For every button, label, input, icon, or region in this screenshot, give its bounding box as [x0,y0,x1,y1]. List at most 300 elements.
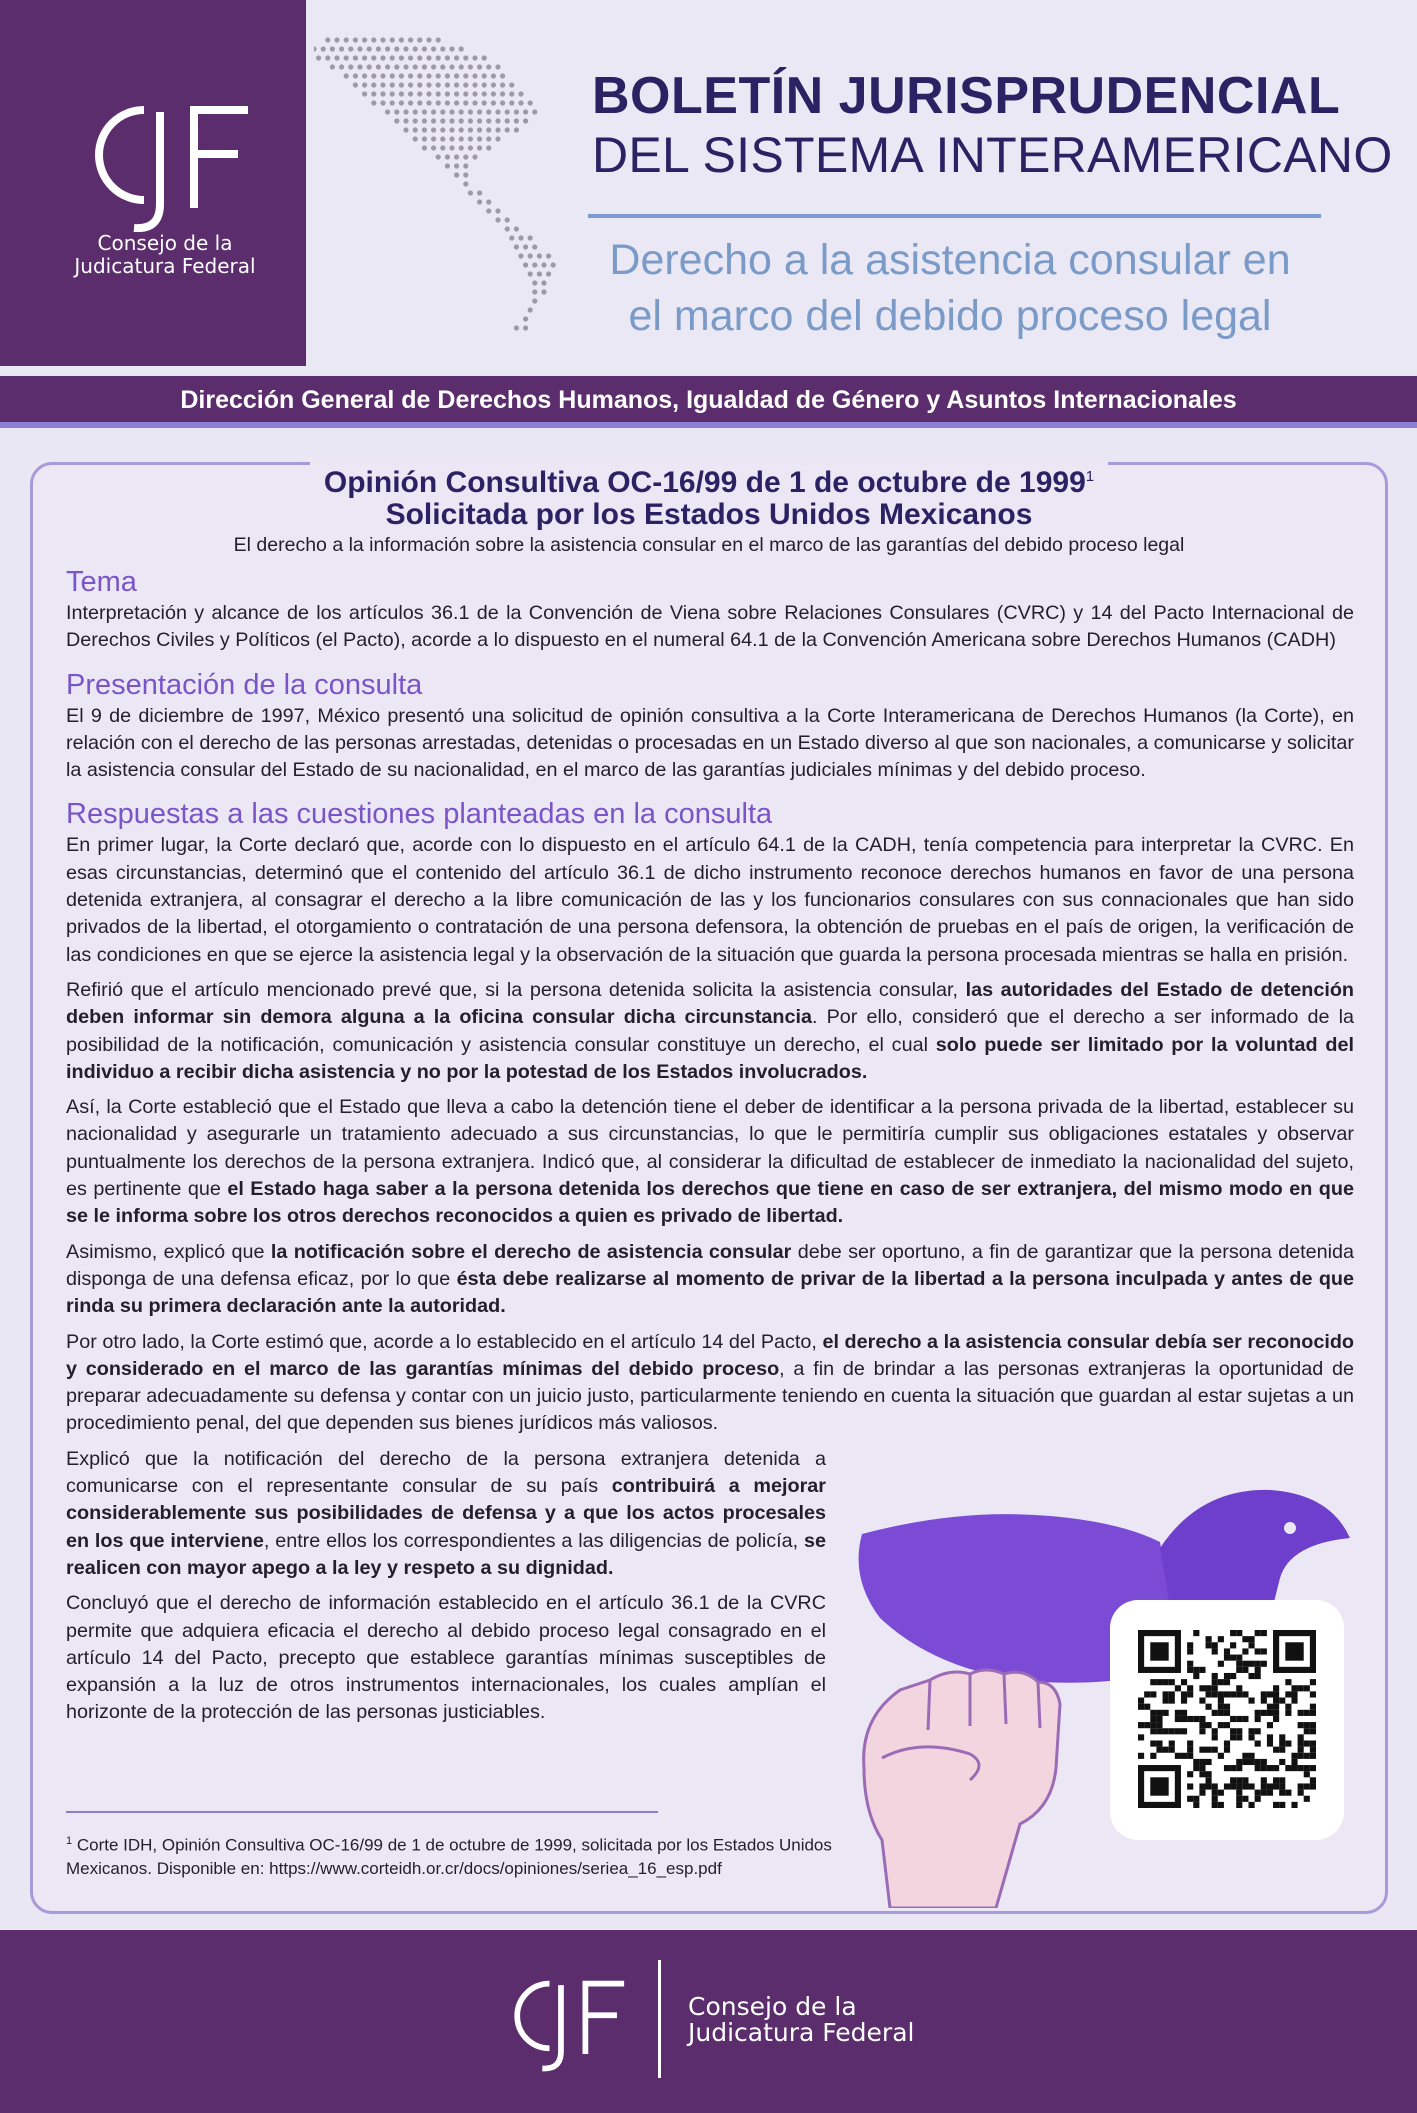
map-dot [440,109,445,114]
map-dot [495,217,500,222]
bulletin-title: BOLETÍN JURISPRUDENCIAL [592,67,1341,125]
map-dot [371,82,376,87]
map-dot [390,73,395,78]
map-dot [431,109,436,114]
map-dot [417,73,422,78]
map-dot [422,136,427,141]
map-dot [523,325,528,330]
map-dot [449,46,454,51]
qr-module [1267,1765,1273,1771]
map-dot [371,100,376,105]
map-dot [362,55,367,60]
map-dot [417,100,422,105]
map-dot [500,91,505,96]
map-dot [371,55,376,60]
map-dot [413,136,418,141]
map-dot [399,73,404,78]
map-dot [408,82,413,87]
map-dot [468,145,473,150]
map-dot [468,190,473,195]
map-dot [316,55,321,60]
map-dot [422,145,427,150]
map-dot [344,55,349,60]
map-dot [440,64,445,69]
map-dot [486,136,491,141]
qr-module [1310,1753,1316,1759]
map-dot [491,73,496,78]
map-dot [486,109,491,114]
map-dot [486,64,491,69]
map-dot [399,82,404,87]
map-dot [380,91,385,96]
map-dot [380,82,385,87]
map-dot [509,82,514,87]
map-dot [518,91,523,96]
map-dot [463,181,468,186]
qr-module [1236,1790,1242,1796]
map-dot [459,136,464,141]
map-dot [408,91,413,96]
main-content [66,562,1354,1735]
map-dot [449,136,454,141]
map-dot [440,145,445,150]
footnote-divider [66,1811,658,1813]
map-dot [468,109,473,114]
qr-module [1187,1771,1193,1777]
footer-caption-line1: Consejo de la [688,1992,857,2021]
map-dot [528,253,533,258]
qr-module [1279,1759,1285,1765]
map-dot [477,145,482,150]
americas-dot-map-icon [314,30,574,340]
map-dot [523,244,528,249]
map-dot [380,55,385,60]
map-dot [431,136,436,141]
qr-module [1310,1765,1316,1771]
map-dot [417,37,422,42]
qr-module [1285,1790,1291,1796]
map-dot [459,46,464,51]
map-dot [436,73,441,78]
map-dot [334,37,339,42]
qr-module [1310,1740,1316,1746]
qr-module [1187,1740,1193,1746]
map-dot [385,64,390,69]
qr-module [1199,1765,1205,1771]
map-dot [390,55,395,60]
map-dot [440,136,445,141]
map-dot [495,109,500,114]
section-heading-tema: Tema [66,566,137,598]
qr-module [1304,1740,1310,1746]
map-dot [449,118,454,123]
map-dot [482,100,487,105]
map-dot [482,55,487,60]
map-dot [468,118,473,123]
map-dot [523,109,528,114]
qr-module [1187,1753,1193,1759]
qr-module [1248,1734,1254,1740]
qr-module [1279,1734,1285,1740]
qr-module [1236,1777,1242,1783]
map-dot [532,262,537,267]
map-dot [413,118,418,123]
map-dot [472,82,477,87]
map-dot [408,55,413,60]
qr-module [1242,1759,1248,1765]
qr-module [1279,1740,1285,1746]
map-dot [353,37,358,42]
map-dot [431,118,436,123]
map-dot [472,91,477,96]
map-dot [523,118,528,123]
qr-module [1248,1753,1254,1759]
map-dot [468,136,473,141]
map-dot [417,91,422,96]
map-dot [459,145,464,150]
bulletin-subtitle-line2: el marco del debido proceso legal [628,292,1272,340]
qr-module [1236,1734,1242,1740]
map-dot [422,109,427,114]
map-dot [532,280,537,285]
map-dot [528,100,533,105]
map-dot [334,55,339,60]
qr-module [1255,1790,1261,1796]
qr-module [1206,1747,1212,1753]
map-dot [353,73,358,78]
map-dot [314,46,317,51]
map-dot [486,127,491,132]
map-dot [486,118,491,123]
qr-module [1291,1802,1297,1808]
qr-module [1236,1759,1242,1765]
map-dot [445,154,450,159]
map-dot [472,100,477,105]
bulletin-subtitle-line1: Derecho a la asistencia consular en [609,236,1291,284]
qr-module [1267,1783,1273,1789]
header [0,0,1417,370]
paragraph-6: Explicó que la notificación del derecho de la persona extranjera detenida a comunicarse con el representante consular de su país contribuirá a mejorar considerablemente sus posibilidades de defensa y a que los actos procesales en los que interviene, entre ellos los correspondientes a las diligencias de policía, se realicen con mayor apego a la ley y respeto a su dignidad. [66,1447,826,1579]
map-dot [514,244,519,249]
section-text-tema: Interpretación y alcance de los artículos 36.1 de la Convención de Viena sobre Relaciones Consulares (CVRC) y 14 del Pacto Internacional de Derechos Civiles y Políticos (el Pacto), acorde a lo dispuesto en el numeral 64.1 de la Convención Americana sobre Derechos Humanos (CADH) [66,602,1354,652]
qr-module [1267,1734,1273,1740]
qr-module [1212,1802,1218,1808]
map-dot [449,64,454,69]
map-dot [445,82,450,87]
qr-module [1255,1796,1261,1802]
map-dot [532,109,537,114]
qr-module [1199,1783,1205,1789]
footnote-text[interactable]: Corte IDH, Opinión Consultiva OC-16/99 de 1 de octubre de 1999, solicitada por los Estados Unidos Mexicanos. Disponible en: https://www.corteidh.or.cr/docs/opiniones/seriea_16_esp.pdf [66,1835,832,1878]
map-dot [495,118,500,123]
map-dot [403,64,408,69]
map-dot [390,37,395,42]
qr-module [1255,1759,1261,1765]
map-dot [505,127,510,132]
qr-module [1193,1759,1199,1765]
map-dot [344,37,349,42]
map-dot [385,46,390,51]
map-dot [514,127,519,132]
map-dot [371,37,376,42]
map-dot [413,109,418,114]
logo-panel [0,0,306,366]
qr-module [1310,1777,1316,1783]
map-dot [376,46,381,51]
map-dot [344,73,349,78]
qr-module [1279,1802,1285,1808]
qr-module [1224,1783,1230,1789]
map-dot [321,46,326,51]
qr-module [1273,1802,1279,1808]
map-dot [472,73,477,78]
map-dot [541,280,546,285]
qr-module [1298,1740,1304,1746]
map-dot [449,109,454,114]
map-dot [468,127,473,132]
qr-module [1206,1771,1212,1777]
map-dot [495,136,500,141]
qr-module [1255,1740,1261,1746]
qr-module [1199,1747,1205,1753]
qr-module [1212,1747,1218,1753]
map-dot [422,127,427,132]
map-dot [486,145,491,150]
paragraph-2: Refirió que el artículo mencionado prevé que, si la persona detenida solicita la asistencia consular, las autoridades del Estado de detención deben informar sin demora alguna a la oficina consular dicha circunstancia. Por ello, consideró que el derecho a ser informado de la posibilidad de la notificación, comunicación y asistencia consular constituye un derecho, el cual solo puede ser limitado por la voluntad del individuo a recibir dicha asistencia y no por la potestad de los Estados involucrados. [66,978,1355,1083]
map-dot [403,109,408,114]
qr-module [1199,1790,1205,1796]
qr-module [1224,1765,1230,1771]
map-dot [440,118,445,123]
qr-module [1236,1765,1242,1771]
map-dot [367,46,372,51]
document-title-text: Opinión Consultiva OC-16/99 de 1 de octubre de 1999 [323,466,1086,499]
map-dot [367,64,372,69]
map-dot [422,118,427,123]
map-dot [431,64,436,69]
qr-module [1156,1747,1162,1753]
qr-module [1304,1765,1310,1771]
qr-module [1230,1777,1236,1783]
map-dot [362,37,367,42]
map-dot [445,163,450,168]
map-dot [330,46,335,51]
map-dot [528,235,533,240]
qr-module [1273,1765,1279,1771]
map-dot [509,235,514,240]
qr-module [1255,1765,1261,1771]
qr-module [1150,1777,1168,1795]
map-dot [472,154,477,159]
qr-module [1267,1740,1273,1746]
map-dot [523,262,528,267]
qr-module [1304,1771,1310,1777]
qr-module [1187,1796,1193,1802]
map-dot [495,208,500,213]
map-dot [546,253,551,258]
map-dot [390,100,395,105]
map-dot [413,127,418,132]
qr-module [1199,1759,1205,1765]
map-dot [436,82,441,87]
map-dot [463,55,468,60]
map-dot [486,199,491,204]
qr-module [1285,1765,1291,1771]
map-dot [500,82,505,87]
footnote [66,1830,866,1880]
map-dot [399,55,404,60]
map-dot [482,82,487,87]
map-dot [445,73,450,78]
map-dot [436,91,441,96]
qr-module [1291,1759,1297,1765]
qr-module [1212,1796,1218,1802]
qr-module [1175,1753,1181,1759]
map-dot [505,226,510,231]
footnote-marker: 1 [66,1835,73,1847]
map-dot [514,109,519,114]
map-dot [399,37,404,42]
map-dot [362,73,367,78]
map-dot [394,64,399,69]
qr-module [1150,1753,1156,1759]
qr-module [1199,1771,1205,1777]
qr-module [1206,1783,1212,1789]
map-dot [518,100,523,105]
map-dot [495,64,500,69]
paragraph-5: Por otro lado, la Corte estimó que, acorde a lo establecido en el artículo 14 del Pacto, el derecho a la asistencia consular debía ser reconocido y considerado en el marco de las garantías mínimas del debido proceso, a fin de brindar a las personas extranjeras la oportunidad de preparar adecuadamente su defensa y contar con un juicio justo, particularmente teniendo en cuenta la situación que guardan al estar sujetas a un procedimiento penal, del que dependen sus bienes jurídicos más valiosos. [66,1330,1354,1435]
department-band: Dirección General de Derechos Humanos, Igualdad de Género y Asuntos Internacionales [0,376,1417,428]
map-dot [468,64,473,69]
qr-module [1224,1747,1230,1753]
map-dot [472,55,477,60]
map-dot [477,118,482,123]
map-dot [477,199,482,204]
qr-module [1248,1783,1254,1789]
map-dot [518,253,523,258]
map-dot [454,73,459,78]
map-dot [436,55,441,60]
map-dot [353,55,358,60]
title-divider [588,214,1321,218]
map-dot [528,271,533,276]
document-subtitle: El derecho a la información sobre la asistencia consular en el marco de las garantías del debido proceso legal [233,534,1185,556]
section-heading-respuestas: Respuestas a las cuestiones planteadas en la consulta [66,798,773,831]
qr-module [1206,1777,1212,1783]
map-dot [399,100,404,105]
map-dot [394,46,399,51]
map-dot [426,73,431,78]
qr-module [1279,1783,1285,1789]
map-dot [491,100,496,105]
qr-module [1212,1790,1218,1796]
map-dot [408,100,413,105]
map-dot [500,100,505,105]
qr-module [1285,1740,1291,1746]
qr-module [1230,1765,1236,1771]
qr-module [1298,1783,1304,1789]
qr-module [1236,1802,1242,1808]
map-dot [541,262,546,267]
qr-module [1187,1747,1193,1753]
section-heading-presentacion: Presentación de la consulta [66,668,423,701]
footer-caption-line2: Judicatura Federal [688,2018,915,2047]
qr-module [1242,1796,1248,1802]
map-dot [463,154,468,159]
qr-module [1298,1747,1304,1753]
map-dot [353,82,358,87]
footer-divider [658,1960,661,2078]
qr-module [1291,1765,1297,1771]
map-dot [454,100,459,105]
map-dot [417,55,422,60]
map-dot [440,46,445,51]
map-dot [445,55,450,60]
map-dot [445,91,450,96]
paragraph-4: Asimismo, explicó que la notificación sobre el derecho de asistencia consular debe ser oportuno, a fin de garantizar que la persona detenida disponga de una defensa eficaz, por lo que ésta debe realizarse al momento de privar de la libertad a la persona inculpada y antes de que rinda su primera declaración ante la autoridad. [66,1240,1354,1318]
map-dot [532,289,537,294]
map-dot [546,271,551,276]
qr-module [1261,1765,1267,1771]
map-dot [445,100,450,105]
qr-module [1169,1740,1175,1746]
map-dot [403,46,408,51]
paragraph-7: Concluyó que el derecho de información establecido en el artículo 36.1 de la CVRC permite que adquiera eficacia el derecho al debido proceso legal consagrado en el artículo 14 del Pacto, precepto que establece garantías mínimas susceptibles de expansión a la luz de otros instrumentos internacionales, los cuales amplían el horizonte de la protección de las personas justiciables. [66,1592,826,1724]
qr-module [1242,1783,1248,1789]
map-dot [422,46,427,51]
qr-module [1310,1783,1316,1789]
qr-module [1218,1802,1224,1808]
map-dot [339,64,344,69]
qr-module [1279,1777,1285,1783]
map-dot [514,118,519,123]
map-dot [413,64,418,69]
map-dot [477,64,482,69]
map-dot [426,100,431,105]
map-dot [426,55,431,60]
map-dot [477,109,482,114]
map-dot [348,64,353,69]
map-dot [463,91,468,96]
logo-caption [0,232,330,278]
map-dot [459,118,464,123]
map-dot [514,325,519,330]
footer [0,1930,1417,2113]
map-dot [357,64,362,69]
map-dot [431,145,436,150]
map-dot [390,82,395,87]
qr-module [1193,1765,1199,1771]
map-dot [463,163,468,168]
map-dot [339,46,344,51]
map-dot [362,91,367,96]
map-dot [371,73,376,78]
map-dot [477,190,482,195]
map-dot [500,73,505,78]
map-dot [477,127,482,132]
map-dot [459,109,464,114]
map-dot [463,172,468,177]
map-dot [482,91,487,96]
logo-caption-line2: Judicatura Federal [74,254,256,278]
qr-module [1261,1777,1267,1783]
qr-module [1298,1790,1304,1796]
map-dot [380,73,385,78]
qr-module [1304,1753,1310,1759]
qr-module [1267,1790,1273,1796]
map-dot [482,73,487,78]
map-dot [413,46,418,51]
